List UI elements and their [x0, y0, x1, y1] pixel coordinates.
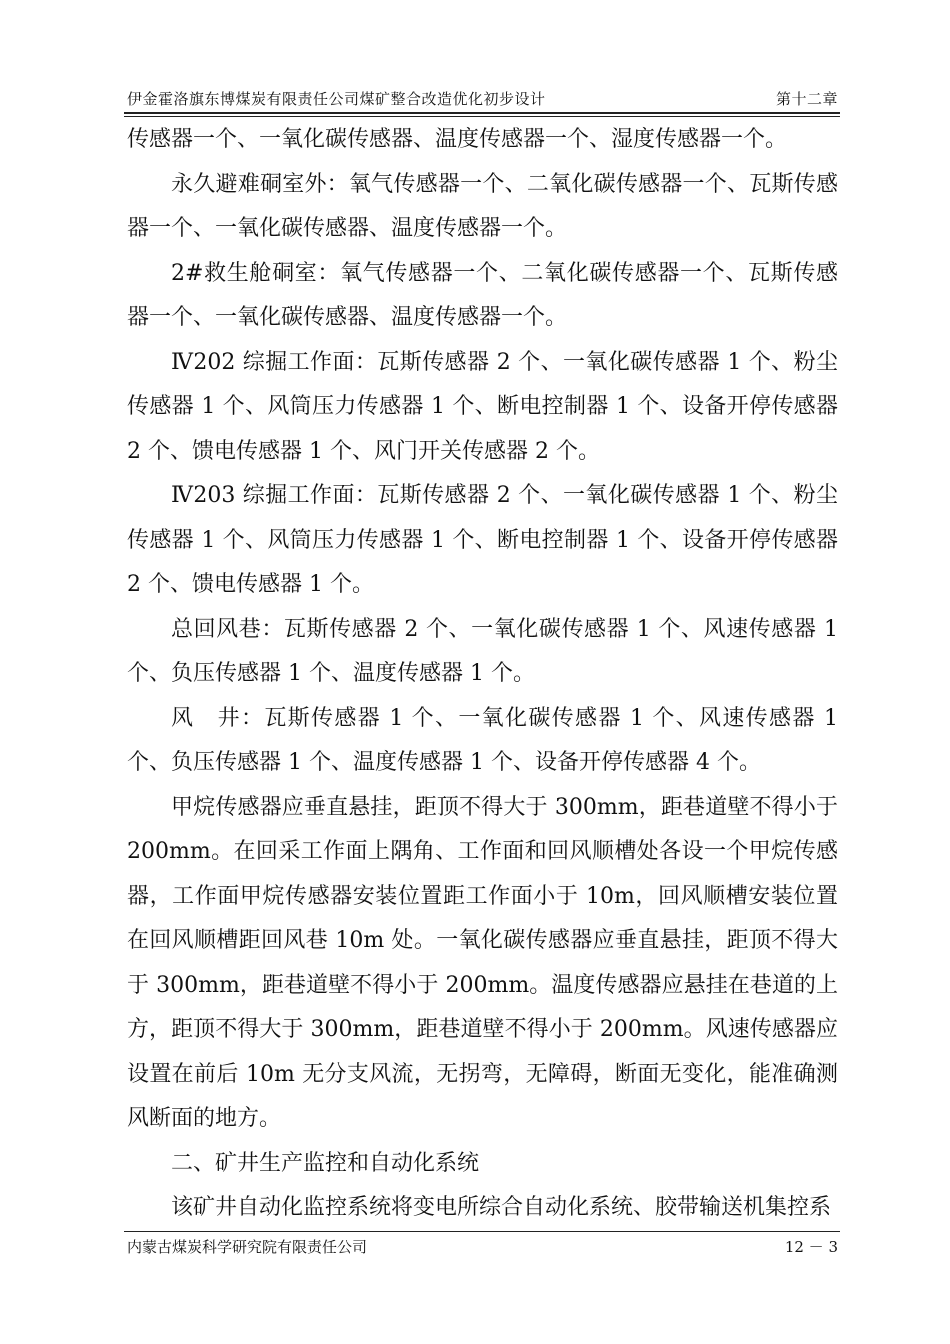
header-rule-thin	[124, 116, 840, 117]
paragraph-automation: 该矿井自动化监控系统将变电所综合自动化系统、胶带输送机集控系	[171, 1195, 832, 1220]
organization-name: 内蒙古煤炭科学研究院有限责任公司	[127, 1238, 368, 1256]
chapter-label: 第十二章	[775, 90, 838, 108]
page-header	[127, 88, 838, 112]
document-body	[127, 118, 838, 1231]
paragraph-face-202: Ⅳ202 综掘工作面：瓦斯传感器 2 个、一氧化碳传感器 1 个、粉尘传感器 1 个、风筒压力传感器 1 个、断电控制器 1 个、设备开停传感器 2 个、馈电传感器 1 个、风门开关传感器 2 个。	[127, 349, 838, 464]
footer-rule	[124, 1231, 840, 1232]
page-number: 12 － 3	[784, 1238, 838, 1256]
page-footer	[127, 1236, 838, 1260]
paragraph-refuge-chamber: 永久避难硐室外：氧气传感器一个、二氧化碳传感器一个、瓦斯传感器一个、一氧化碳传感器、温度传感器一个。	[127, 171, 838, 241]
document-title: 伊金霍洛旗东博煤炭有限责任公司煤矿整合改造优化初步设计	[127, 90, 546, 108]
paragraph-face-203: Ⅳ203 综掘工作面：瓦斯传感器 2 个、一氧化碳传感器 1 个、粉尘传感器 1 个、风筒压力传感器 1 个、断电控制器 1 个、设备开停传感器 2 个、馈电传感器 1 个。	[127, 483, 838, 597]
header-rule-thick	[124, 112, 840, 114]
paragraph-return-airway: 总回风巷：瓦斯传感器 2 个、一氧化碳传感器 1 个、风速传感器 1 个、负压传感器 1 个、温度传感器 1 个。	[127, 616, 838, 686]
section-heading: 二、矿井生产监控和自动化系统	[171, 1150, 480, 1176]
paragraph-installation-rules: 甲烷传感器应垂直悬挂，距顶不得大于 300mm，距巷道壁不得小于 200mm。在回采工作面上隅角、工作面和回风顺槽处各设一个甲烷传感器，工作面甲烷传感器安装位置距工作面小于 10m，回风顺槽安装位置在回风顺槽距回风巷 10m 处。一氧化碳传感器应垂直悬挂，距顶不得大于 300mm，距巷道壁不得小于 200mm。温度传感器应悬挂在巷道的上方，距顶不得大于 300mm，距巷道壁不得小于 200mm。风速传感器应设置在前后 10m 无分支风流，无拐弯，无障碍，断面无变化，能准确测风断面的地方。	[127, 794, 838, 1131]
paragraph-continuation: 传感器一个、一氧化碳传感器、温度传感器一个、湿度传感器一个。	[127, 127, 788, 152]
paragraph-air-shaft: 风 井：瓦斯传感器 1 个、一氧化碳传感器 1 个、风速传感器 1 个、负压传感器 1 个、温度传感器 1 个、设备开停传感器 4 个。	[127, 705, 838, 775]
paragraph-rescue-capsule: 2#救生舱硐室：氧气传感器一个、二氧化碳传感器一个、瓦斯传感器一个、一氧化碳传感器、温度传感器一个。	[127, 260, 838, 330]
